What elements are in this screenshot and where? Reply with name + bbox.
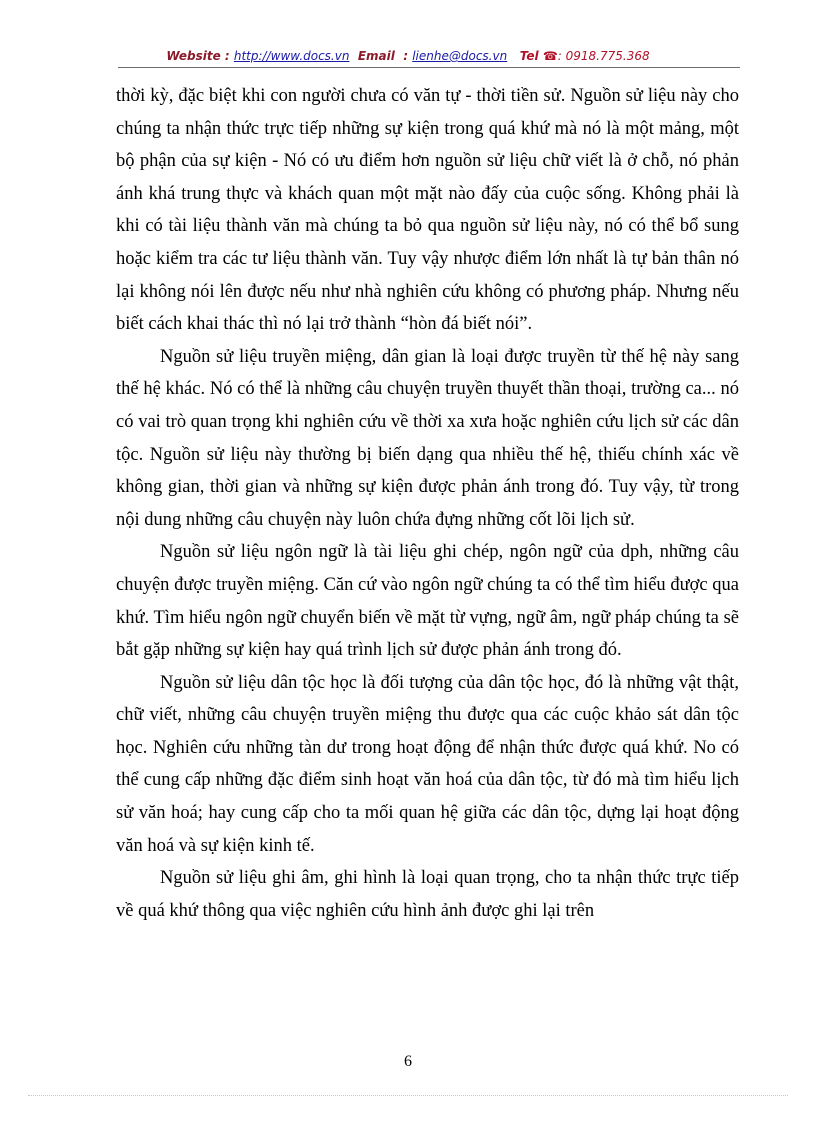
email-label: Email xyxy=(357,49,395,63)
paragraph-3: Nguồn sử liệu ngôn ngữ là tài liệu ghi chép, ngôn ngữ của dph, những câu chuyện được truyền miệng. Căn cứ vào ngôn ngữ chúng ta có thể tìm hiểu được qua khứ. Tìm hiểu ngôn ngữ chuyển biến về mặt từ vựng, ngữ âm, ngữ pháp chúng ta sẽ bắt gặp những sự kiện hay quá trình lịch sử được phản ánh trong đó. xyxy=(116,542,739,661)
paragraph-2: Nguồn sử liệu truyền miệng, dân gian là loại được truyền từ thế hệ này sang thế hệ khác. Nó có thể là những câu chuyện truyền thuyết thần thoại, trường ca... nó có vai trò quan trọng khi nghiên cứu về thời xa xưa hoặc nghiên cứu lịch sử các dân tộc. Nguồn sử liệu này thường bị biến dạng qua nhiều thế hệ, thiếu chính xác về không gian, thời gian và những sự kiện được phản ánh trong đó. Tuy vậy, từ trong nội dung những câu chuyện này luôn chứa đựng những cốt lõi lịch sử. xyxy=(116,346,739,530)
website-link[interactable]: http://www.docs.vn xyxy=(233,49,350,63)
page-bottom-divider xyxy=(28,1095,788,1096)
email-link[interactable]: lienhe@docs.vn xyxy=(412,49,508,63)
phone-number: : 0918.775.368 xyxy=(557,49,650,63)
header-divider xyxy=(118,67,740,68)
phone-icon: ☎ xyxy=(542,49,558,63)
paragraph-1: thời kỳ, đặc biệt khi con người chưa có văn tự - thời tiền sử. Nguồn sử liệu này cho chúng ta nhận thức trực tiếp những sự kiện trong quá khứ mà nó là một mảng, một bộ phận của sự kiện - Nó có ưu điểm hơn nguồn sử liệu chữ viết là ở chỗ, nó phản ánh khá trung thực và khách quan một mặt nào đấy của cuộc sống. Không phải là khi có tài liệu thành văn mà chúng ta bỏ qua nguồn sử liệu này, nó có thể bổ sung hoặc kiểm tra các tư liệu thành văn. Tuy vậy nhược điểm lớn nhất là tự bản thân nó lại không nói lên được nếu như nhà nghiên cứu không có phương pháp. Nhưng nếu biết cách khai thác thì nó lại trở thành “hòn đá biết nói”. xyxy=(116,86,739,335)
paragraph-5: Nguồn sử liệu ghi âm, ghi hình là loại quan trọng, cho ta nhận thức trực tiếp về quá khứ thông qua việc nghiên cứu hình ảnh được ghi lại trên xyxy=(116,868,739,921)
email-separator: : xyxy=(403,49,409,63)
page-body xyxy=(116,80,739,927)
tel-label: Tel xyxy=(519,49,539,63)
page-number: 6 xyxy=(404,1053,412,1070)
paragraph-4: Nguồn sử liệu dân tộc học là đối tượng của dân tộc học, đó là những vật thật, chữ viết, những câu chuyện truyền miệng thu được qua các cuộc khảo sát dân tộc học. Nghiên cứu những tàn dư trong hoạt động để nhận thức được quá khứ. No có thể cung cấp những đặc điểm sinh hoạt văn hoá của dân tộc, từ đó mà tìm hiểu lịch sử văn hoá; hay cung cấp cho ta mối quan hệ giữa các dân tộc, dựng lại hoạt động văn hoá và sự kiện kinh tế. xyxy=(116,672,739,856)
page-header xyxy=(0,47,816,65)
website-label: Website : xyxy=(166,49,230,63)
